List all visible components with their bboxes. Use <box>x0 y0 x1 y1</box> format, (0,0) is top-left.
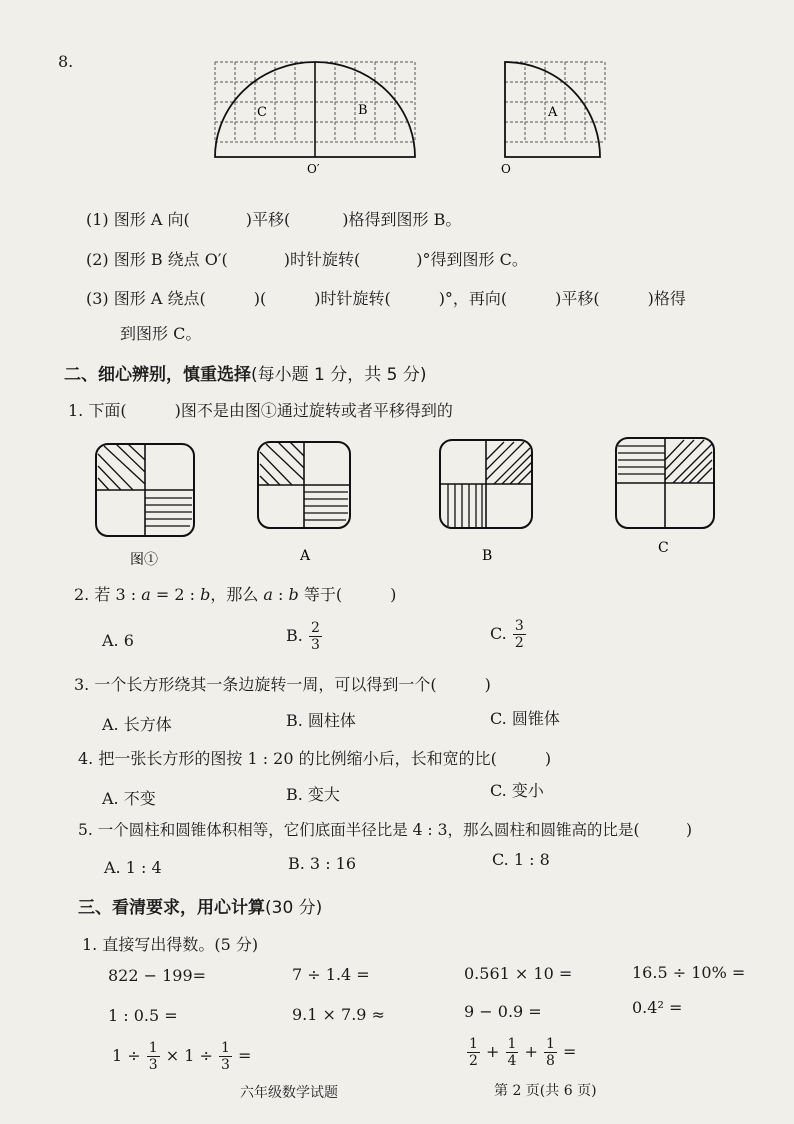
figure-c <box>616 438 714 556</box>
label-figure-a: A <box>300 548 311 564</box>
s2-q2-option-b: B. $\frac{2}{3}$ <box>286 620 320 653</box>
s2-q1-figures <box>86 436 736 566</box>
fraction: $\frac{1}{3}$ <box>148 1040 158 1073</box>
calc-r2-c2: 9.1 × 7.9 ≈ <box>292 1005 385 1024</box>
s2-q2-stem: 2. 若 3 : a = 2 : b，那么 a : b 等于( ) <box>74 585 397 604</box>
label-figure-c: C <box>658 540 669 556</box>
fraction: $\frac{1}{2}$ <box>469 1036 478 1069</box>
s3-q1-stem: 1. 直接写出得数。(5 分) <box>82 935 259 954</box>
label-b: B <box>358 103 368 118</box>
label-figure-b: B <box>482 548 493 564</box>
label-figure-1: 图① <box>130 552 158 566</box>
calc-r2-c3: 9 − 0.9 = <box>464 1002 542 1021</box>
q8-part3-line1: (3) 图形 A 绕点( )( )时针旋转( )°，再向( )平移( )格得 <box>86 289 686 308</box>
calc-r3-c1: 1 ÷ $\frac{1}{3}$ × 1 ÷ $\frac{1}{3}$ = <box>112 1040 252 1073</box>
s2-q3-option-a: A. 长方体 <box>102 715 172 734</box>
s2-q3-option-b: B. 圆柱体 <box>286 711 356 730</box>
calc-r2-c1: 1 : 0.5 = <box>108 1006 178 1025</box>
s2-q4-option-b: B. 变大 <box>286 785 340 804</box>
s2-q5-option-c: C. 1 : 8 <box>492 850 550 869</box>
section2-heading: 二、细心辨别，慎重选择(每小题 1 分，共 5 分) <box>64 365 427 385</box>
s2-q5-option-a: A. 1 : 4 <box>104 858 162 877</box>
label-a: A <box>548 105 558 120</box>
s2-q3-option-c: C. 圆锥体 <box>490 709 560 728</box>
s2-q4-option-c: C. 变小 <box>490 781 544 800</box>
fraction: $\frac{1}{4}$ <box>507 1036 517 1069</box>
fraction: $\frac{3}{2}$ <box>514 618 524 651</box>
s2-q4-stem: 4. 把一张长方形的图按 1 : 20 的比例缩小后，长和宽的比( ) <box>78 749 552 768</box>
s2-q2-option-c: C. $\frac{3}{2}$ <box>490 618 524 651</box>
figure-a <box>258 442 350 564</box>
calc-r1-c4: 16.5 ÷ 10% = <box>632 963 746 982</box>
q8-number: 8. <box>58 52 74 71</box>
s2-q3-stem: 3. 一个长方形绕其一条边旋转一周，可以得到一个( ) <box>74 675 491 694</box>
fraction: $\frac{1}{8}$ <box>546 1036 555 1069</box>
footer-page-number: 第 2 页(共 6 页) <box>494 1083 597 1099</box>
figure-b <box>440 440 532 564</box>
footer-subject: 六年级数学试题 <box>240 1085 338 1101</box>
figure-1 <box>96 444 194 566</box>
section3-heading: 三、看清要求，用心计算(30 分) <box>78 898 323 918</box>
s2-q5-option-b: B. 3 : 16 <box>288 854 357 873</box>
s2-q2-option-a: A. 6 <box>102 631 134 650</box>
calc-r1-c1: 822 − 199= <box>108 966 207 985</box>
q8-part2: (2) 图形 B 绕点 O′( )时针旋转( )°得到图形 C。 <box>86 250 528 269</box>
label-c: C <box>257 105 267 120</box>
label-o-prime: O′ <box>307 162 320 176</box>
calc-r1-c2: 7 ÷ 1.4 = <box>292 965 370 984</box>
s2-q1-stem: 1. 下面( )图不是由图①通过旋转或者平移得到的 <box>68 401 453 420</box>
fraction: $\frac{1}{3}$ <box>221 1040 230 1073</box>
s2-q4-option-a: A. 不变 <box>102 789 156 808</box>
calc-r3-c3: $\frac{1}{2}$ + $\frac{1}{4}$ + $\frac{1}{8}$ = <box>469 1036 577 1069</box>
label-o: O <box>501 162 511 176</box>
q8-part3-line2: 到图形 C。 <box>120 324 202 343</box>
q8-part1: (1) 图形 A 向( )平移( )格得到图形 B。 <box>86 210 462 229</box>
q8-grid-figure <box>205 56 610 176</box>
calc-r1-c3: 0.561 × 10 = <box>464 964 573 983</box>
calc-r2-c4: 0.4² = <box>632 998 683 1017</box>
fraction: $\frac{2}{3}$ <box>310 620 320 653</box>
s2-q5-stem: 5. 一个圆柱和圆锥体积相等，它们底面半径比是 4 : 3，那么圆柱和圆锥高的比是( ) <box>78 821 693 839</box>
right-grid <box>505 62 605 142</box>
